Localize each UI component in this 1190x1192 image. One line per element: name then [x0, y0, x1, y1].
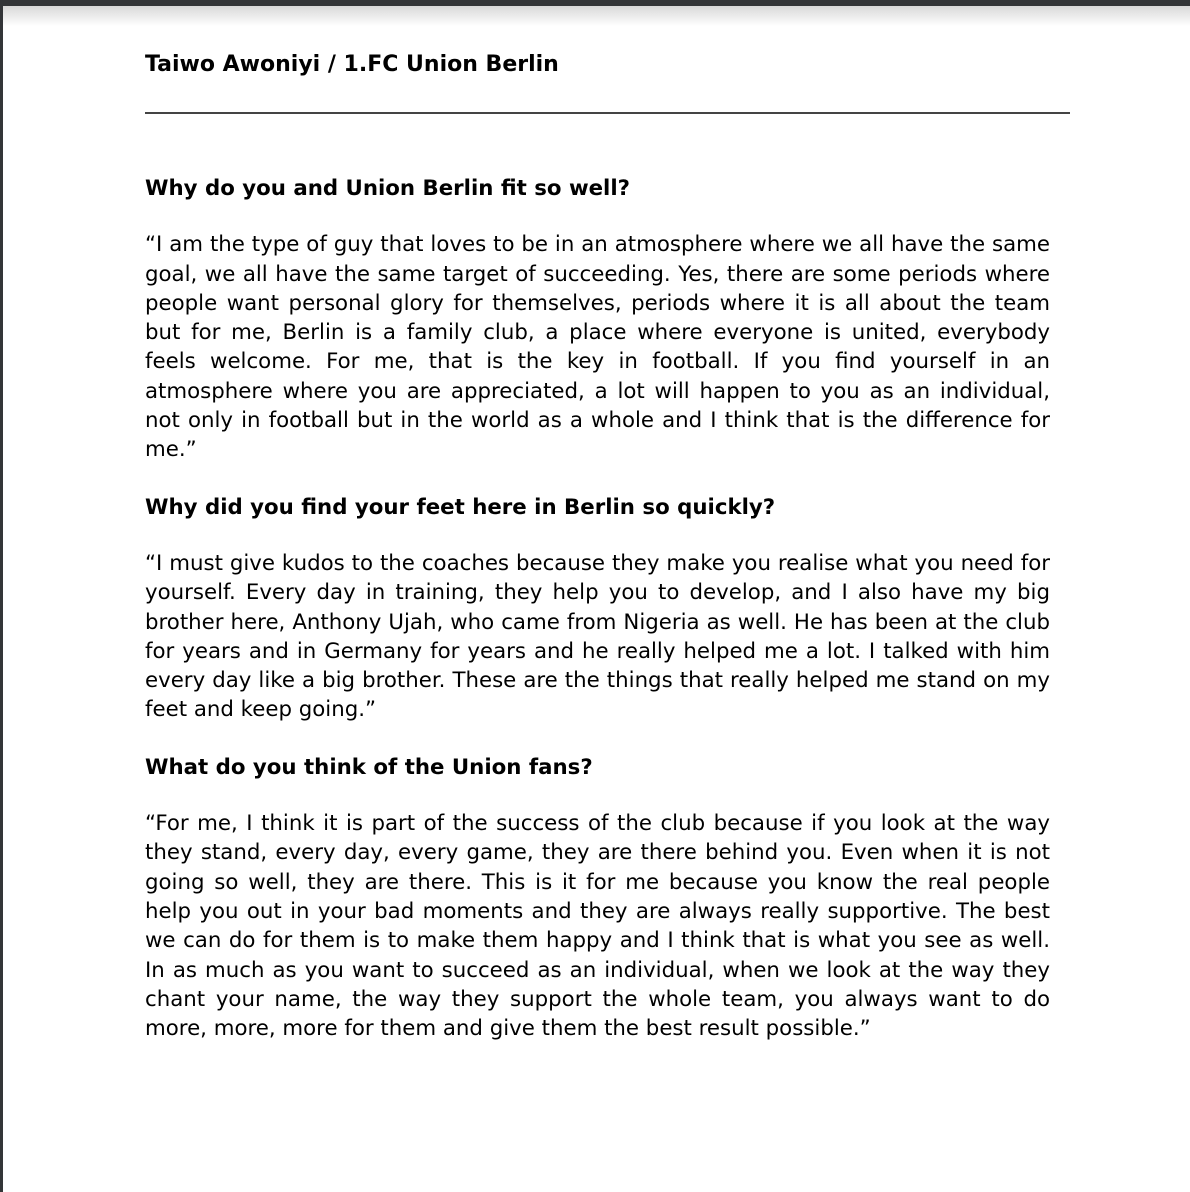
title-divider: [145, 112, 1070, 114]
answer-paragraph: “I must give kudos to the coaches because they make you realise what you need for yourself. Every day in training, they help you to develop, and I also have my big brother here, Anthony Ujah, who came from Nigeria as well. He has been at the club for years and in Germany for years and he really helped me a lot. I talked with him every day like a big brother. These are the things that really helped me stand on my feet and keep going.”: [145, 550, 1050, 723]
document-title: Taiwo Awoniyi / 1.FC Union Berlin: [145, 52, 559, 77]
interview-content: [145, 174, 1050, 1071]
page-top-shadow: [0, 6, 1190, 26]
question-heading: Why did you find your feet here in Berlin so quickly?: [145, 494, 776, 520]
question-heading: What do you think of the Union fans?: [145, 754, 593, 780]
answer-paragraph: “I am the type of guy that loves to be in an atmosphere where we all have the same goal, we all have the same target of succeeding. Yes, there are some periods where people want personal glory for themselves, periods where it is all about the team but for me, Berlin is a family club, a place where everyone is united, everybody feels welcome. For me, that is the key in football. If you find yourself in an atmosphere where you are appreciated, a lot will happen to you as an individual, not only in football but in the world as a whole and I think that is the difference for me.”: [145, 232, 1050, 463]
question-heading: Why do you and Union Berlin fit so well?: [145, 176, 631, 201]
answer-paragraph: “For me, I think it is part of the success of the club because if you look at the way they stand, every day, every game, they are there behind you. Even when it is not going so well, they are there. This is it for me because you know the real people help you out in your bad moments and they are always really supportive. The best we can do for them is to make them happy and I think that is what you see as well. In as much as you want to succeed as an individual, when we look at the way they chant your name, the way they support the whole team, you always want to do more, more, more for them and give them the best result possible.”: [145, 811, 1050, 1042]
window-left-border: [0, 0, 3, 1192]
